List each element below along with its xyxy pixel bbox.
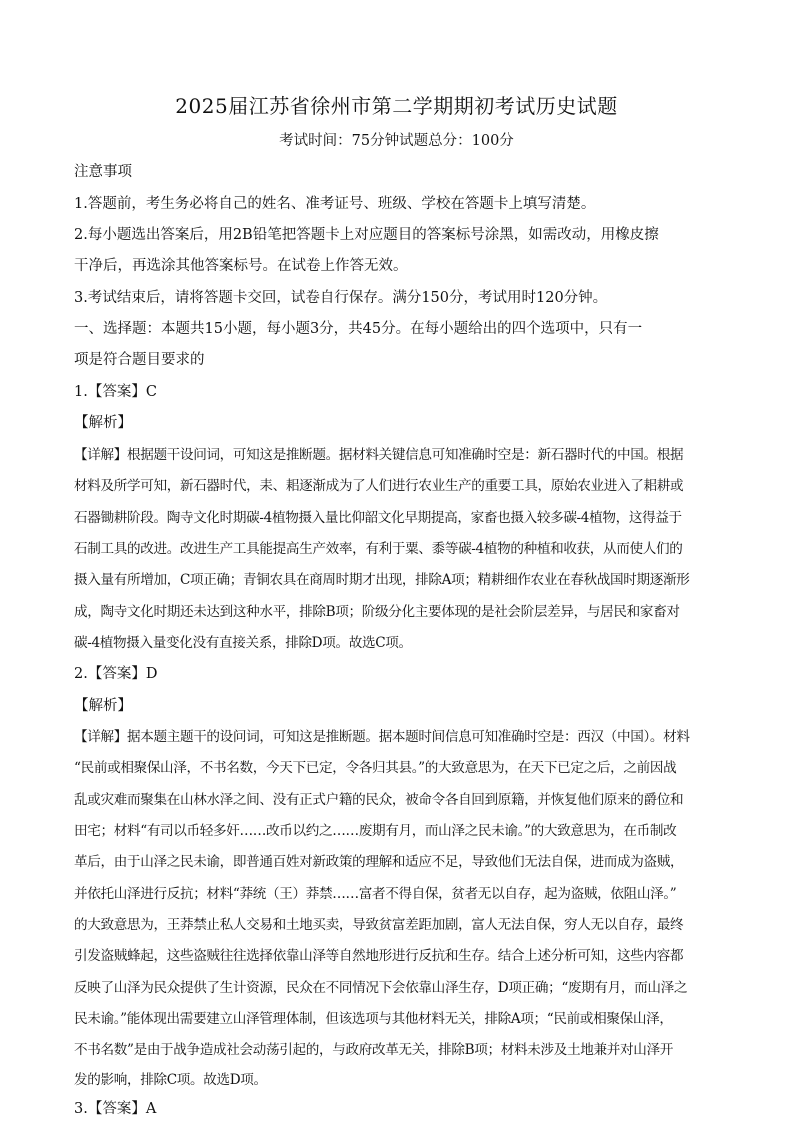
exam-info: 考试时间：75分钟试题总分：100分 xyxy=(279,133,514,149)
explanation-line: 材料及所学可知，新石器时代，耒、耜逐渐成为了人们进行农业生产的重要工具，原始农业进入了耜耕或 xyxy=(74,478,684,494)
section-heading: 一、选择题：本题共15小题，每小题3分，共45分。在每小题给出的四个选项中，只有一 xyxy=(74,321,643,337)
explanation-line: 成，陶寺文化时期还未达到这种水平，排除B项；阶级分化主要体现的是社会阶层差异，与居民和家畜对 xyxy=(74,604,680,620)
explanation-line: 不书名数”是由于战争造成社会动荡引起的，与政府改革无关，排除B项；材料未涉及土地兼并对山泽开 xyxy=(74,1042,673,1058)
explanation-line: 并依托山泽进行反抗；材料“莽统（王）莽禁……富者不得自保，贫者无以自存，起为盗贼，依阻山泽。” xyxy=(74,886,677,902)
explanation-line: 田宅；材料“有司以币轻多奸……改币以约之……废期有月，而山泽之民未谕。”的大致意思为，在币制改 xyxy=(74,823,677,839)
analysis-label-2: 【解析】 xyxy=(74,698,132,714)
explanation-line: “民前或相聚保山泽，不书名数，今天下已定，令各归其县。”的大致意思为，在天下已定之后，之前因战 xyxy=(74,760,677,776)
answer-1: 1.【答案】C xyxy=(74,384,157,400)
explanation-line: 乱或灾难而聚集在山林水泽之间、没有正式户籍的民众，被命令各自回到原籍，并恢复他们原来的爵位和 xyxy=(74,792,684,808)
explanation-line: 革后，由于山泽之民未谕，即普通百姓对新政策的理解和适应不足，导致他们无法自保，进而成为盗贼， xyxy=(74,854,684,870)
explanation-line: 碳-4植物摄入量变化没有直接关系，排除D项。故选C项。 xyxy=(74,635,412,651)
notice-item: 2.每小题选出答案后，用2B铅笔把答题卡上对应题目的答案标号涂黑，如需改动，用橡皮擦 xyxy=(74,227,659,243)
explanation-line: 【详解】据本题主题干的设问词，可知这是推断题。据本题时间信息可知准确时空是：西汉（中国）。材料 xyxy=(74,729,690,745)
page-title: 2025届江苏省徐州市第二学期期初考试历史试题 xyxy=(175,94,618,118)
notice-item: 3.考试结束后，请将答题卡交回，试卷自行保存。满分150分，考试用时120分钟。 xyxy=(74,290,608,306)
answer-3: 3.【答案】A xyxy=(74,1101,157,1117)
explanation-line: 发的影响，排除C项。故选D项。 xyxy=(74,1072,267,1088)
notice-item: 干净后，再选涂其他答案标号。在试卷上作答无效。 xyxy=(74,258,408,274)
answer-2: 2.【答案】D xyxy=(74,666,158,682)
notice-item: 1.答题前，考生务必将自己的姓名、准考证号、班级、学校在答题卡上填写清楚。 xyxy=(74,196,596,212)
explanation-line: 引发盗贼蜂起，这些盗贼往往选择依靠山泽等自然地形进行反抗和生存。结合上述分析可知，这些内容都 xyxy=(74,948,684,964)
explanation-line: 摄入量有所增加，C项正确；青铜农具在商周时期才出现，排除A项；精耕细作农业在春秋战国时期逐渐形 xyxy=(74,572,690,588)
explanation-line: 反映了山泽为民众提供了生计资源，民众在不同情况下会依靠山泽生存，D项正确；“废期有月，而山泽之 xyxy=(74,980,688,996)
explanation-line: 石器锄耕阶段。陶寺文化时期碳-4植物摄入量比仰韶文化早期提高，家畜也摄入较多碳-4植物，这得益于 xyxy=(74,510,682,526)
notice-heading: 注意事项 xyxy=(74,164,132,180)
explanation-line: 的大致意思为，王莽禁止私人交易和土地买卖，导致贫富差距加剧，富人无法自保，穷人无以自存，最终 xyxy=(74,917,684,933)
analysis-label-1: 【解析】 xyxy=(74,415,132,431)
section-heading-cont: 项是符合题目要求的 xyxy=(74,352,205,368)
explanation-line: 【详解】根据题干设问词，可知这是推断题。据材料关键信息可知准确时空是：新石器时代的中国。根据 xyxy=(74,447,684,463)
explanation-line: 民未谕。”能体现出需要建立山泽管理体制，但该选项与其他材料无关，排除A项；“民前或相聚保山泽， xyxy=(74,1011,673,1027)
explanation-line: 石制工具的改进。改进生产工具能提高生产效率，有利于粟、黍等碳-4植物的种植和收获，从而使人们的 xyxy=(74,541,683,557)
